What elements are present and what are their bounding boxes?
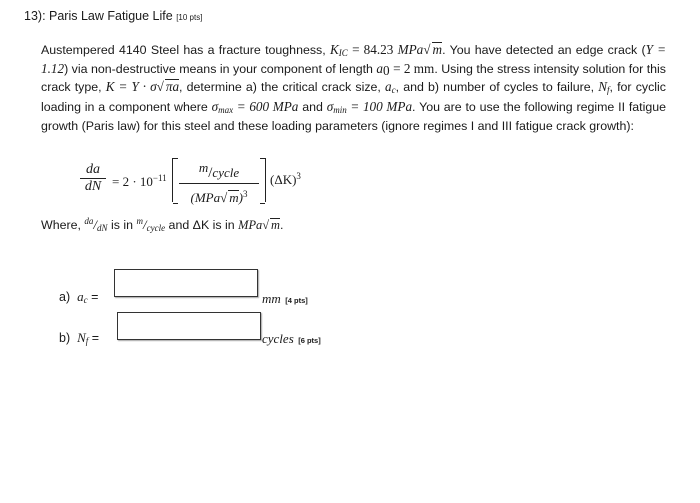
text-run: ) via non-destructive means in your component of length	[64, 62, 373, 77]
kic-unit: MPa√ m	[397, 42, 443, 57]
m-per-cycle-unit: $^m/_{cycle}$	[136, 216, 166, 233]
kic-value: = 84.23	[352, 42, 394, 57]
eq-units-fraction	[179, 158, 259, 208]
a0-value: = 2 mm	[393, 61, 435, 77]
kic-symbol: $K_{IC}$	[330, 42, 348, 58]
eq-lhs-denominator: dN	[84, 179, 102, 194]
eq-lhs-fraction	[80, 162, 106, 195]
eq-units-numerator: m/cycle	[198, 160, 240, 181]
stress-intensity-formula: K = Y · σ√ πa	[105, 79, 180, 95]
nf-symbol: $N_f$	[598, 79, 610, 96]
units-note: Where, $^{da}/_{dN}$ is in $^m/_{cycle}$ and ΔK is in MPa√ m.	[41, 216, 284, 233]
geometry-factor: Y = 1.12	[41, 42, 667, 77]
text-run: . You are to use the following regime II fatigue growth (Paris law) for this steel and these loading parameters (ignore regimes I and III fatigue crack growth):	[41, 99, 667, 133]
answer-b-unit: cycles [6 pts]	[262, 331, 321, 346]
answer-a-label: a) $a_c$ =	[59, 289, 99, 305]
text-run: and	[302, 99, 323, 114]
title-text: 13): Paris Law Fatigue Life	[24, 9, 173, 23]
title-points: [10 pts]	[176, 13, 203, 22]
text-run: , determine a) the critical crack size,	[179, 80, 381, 95]
text-run: . You have detected an edge crack (	[442, 43, 646, 57]
ac-symbol: $a_c$	[385, 79, 396, 96]
sigma-min: $\sigma_{min} = 100$ MPa	[326, 98, 413, 115]
cycles-to-failure-input[interactable]	[117, 312, 261, 340]
critical-crack-size-input[interactable]	[114, 269, 258, 297]
problem-title	[24, 9, 202, 23]
eq-delta-k: $(\Delta K)^3$	[270, 171, 301, 187]
text-run: , and b) number of cycles to failure,	[395, 80, 595, 95]
answer-a-unit: mm [4 pts]	[262, 291, 308, 306]
a0-symbol: $a_0$	[376, 61, 390, 79]
text-run: Austempered 4140 Steel has a fracture toughness,	[41, 43, 326, 57]
text-run: , for cyclic loading in a component where	[41, 80, 666, 114]
eq-lhs-numerator: da	[86, 162, 100, 177]
answer-b-label: b) $N_f$ =	[59, 330, 100, 346]
dk-unit: MPa√ m	[238, 218, 280, 232]
problem-statement	[41, 42, 666, 134]
eq-coefficient: = $2 \cdot 10^{-11}$	[112, 173, 167, 189]
da-dn-unit: $^{da}/_{dN}$	[84, 216, 108, 233]
sigma-max: $\sigma_{max} = 600$ MPa	[211, 98, 299, 115]
eq-units-denominator: (MPa√ m)$^3$	[190, 189, 248, 205]
text-run: . Using the stress intensity solution for this crack type,	[41, 62, 666, 95]
